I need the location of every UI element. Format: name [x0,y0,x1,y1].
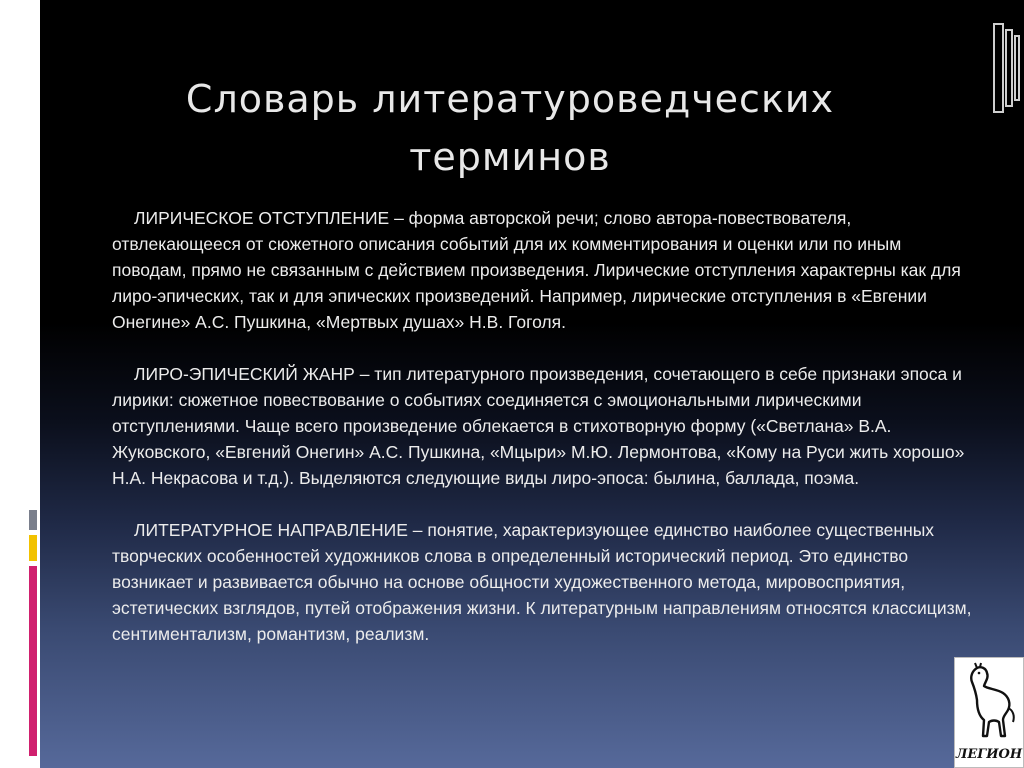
slide-title: Словарь литературоведческих терминов [185,77,835,179]
term-paragraph-lyrical-digression: ЛИРИЧЕСКОЕ ОТСТУПЛЕНИЕ – форма авторской речи; слово автора-повествователя, отвлекающееся от сюжетного описания событий для их комментирования и оценки или по иным поводам, прямо не связанным с действием произведения. Лирические отступления характерны как для лиро-эпических, так и для эпических произведений. Например, лирические отступления в «Евгении Онегине» А.С. Пушкина, «Мертвых душах» Н.В. Гоголя. [112,208,961,332]
publisher-logo-text: ЛЕГИОН [955,747,1023,762]
term-paragraph-literary-movement: ЛИТЕРАТУРНОЕ НАПРАВЛЕНИЕ – понятие, характеризующее единство наиболее существенных творческих особенностей художников слова в определенный исторический период. Это единство возникает и развивается обычно на основе общности художественного метода, мировосприятия, эстетических взглядов, путей отображения жизни. К литературным направлениям относятся классицизм, сентиментализм, романтизм, реализм. [112,520,972,644]
accent-bar-magenta [29,566,37,756]
accent-bar-gray [29,510,37,530]
window-stack-icon [993,20,1021,116]
accent-bar-yellow [29,535,37,561]
publisher-logo [954,657,1024,768]
term-paragraph-lyro-epic-genre: ЛИРО-ЭПИЧЕСКИЙ ЖАНР – тип литературного произведения, сочетающего в себе признаки эпоса и лирики: сюжетное повествование о событиях соединяется с эмоциональными лирическими отступлениями. Чаще всего произведение облекается в стихотворную форму («Светлана» В.А. Жуковского, «Евгений Онегин» А.С. Пушкина, «Мцыри» М.Ю. Лермонтова, «Кому на Руси жить хорошо» Н.А. Некрасова и т.д.). Выделяются следующие виды лиро-эпоса: былина, баллада, поэма. [112,364,965,488]
horse-icon [959,662,1019,742]
slide-body [112,205,972,673]
